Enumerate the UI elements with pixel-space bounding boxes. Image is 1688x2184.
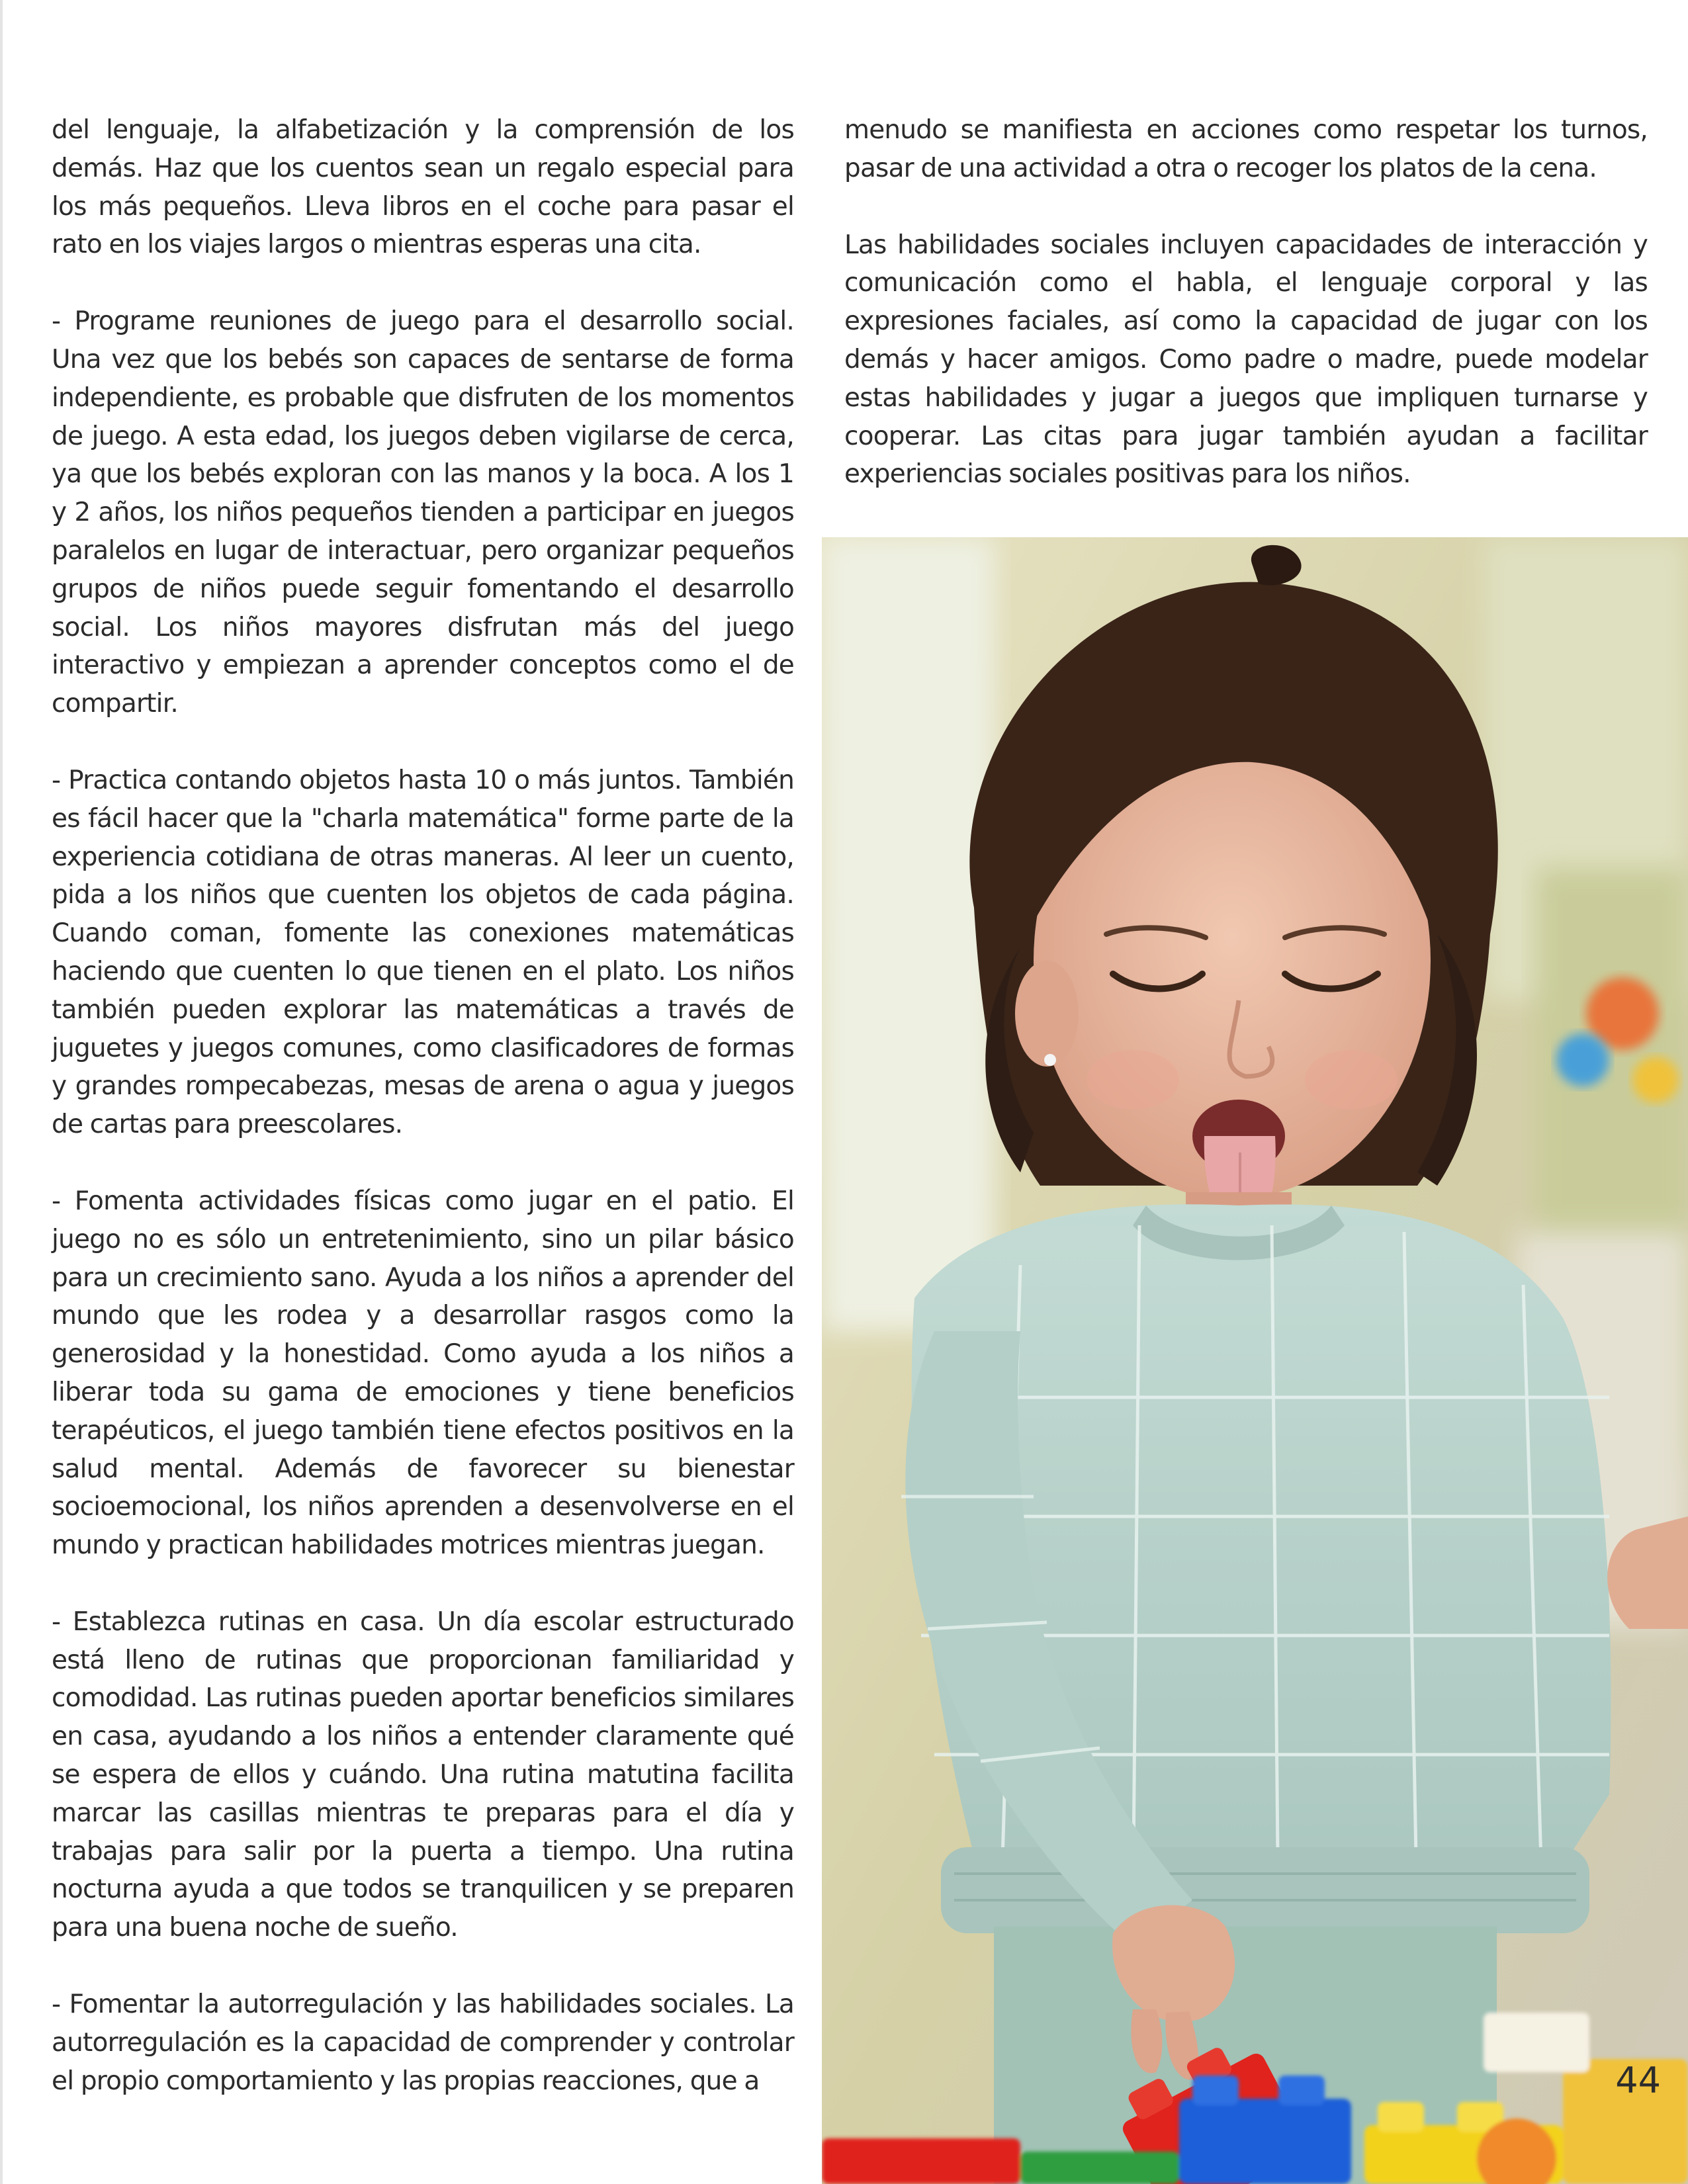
paragraph-self-regulation-continued: menudo se manifiesta en acciones como respetar los turnos, pasar de una actividad a otra o recoger los platos de la cena. (844, 115, 1648, 183)
paragraph-self-regulation: - Fomentar la autorregulación y las habilidades sociales. La autorregulación es la capacidad de comprender y controlar el propio comportamiento y las propias reacciones, que a (52, 1989, 794, 2096)
right-text-column (844, 111, 1648, 494)
paragraph-physical-activity: - Fomenta actividades físicas como jugar en el patio. El juego no es sólo un entretenimiento, sino un pilar básico para un crecimiento sano. Ayuda a los niños a aprender del mundo que les rodea y a desarrollar rasgos como la generosidad y la honestidad. Como ayuda a los niños a liberar toda su gama de emociones y tiene beneficios terapéuticos, el juego también tiene efectos positivos en la salud mental. Además de favorecer su bienestar socioemocional, los niños aprenden a desenvolverse en el mundo y practican habilidades motrices mientras juegan. (52, 1186, 794, 1561)
paragraph-playdates: - Programe reuniones de juego para el desarrollo social. Una vez que los bebés son capaces de sentarse de forma independiente, es probable que disfruten de los momentos de juego. A esta edad, los juegos deben vigilarse de cerca, ya que los bebés exploran con las manos y la boca. A los 1 y 2 años, los niños pequeños tienden a participar en juegos paralelos en lugar de interactuar, pero organizar pequeños grupos de niños puede seguir fomentando el desarrollo social. Los niños mayores disfrutan más del juego interactivo y empiezan a aprender conceptos como el de compartir. (52, 306, 794, 719)
page-edge (0, 0, 3, 2184)
paragraph-routines: - Establezca rutinas en casa. Un día escolar estructurado está lleno de rutinas que proporcionan familiaridad y comodidad. Las rutinas pueden aportar beneficios similares en casa, ayudando a los niños a entender claramente qué se espera de ellos y cuándo. Una rutina matutina facilita marcar las casillas mientras te preparas para el día y trabajas para salir por la puerta a tiempo. Una rutina nocturna ayuda a que todos se tranquilicen y se preparen para una buena noche de sueño. (52, 1606, 794, 1943)
paragraph-social-skills: Las habilidades sociales incluyen capacidades de interacción y comunicación como el habla, el lenguaje corporal y las expresiones faciales, así como la capacidad de jugar con los demás y hacer amigos. Como padre o madre, puede modelar estas habilidades y jugar a juegos que impliquen turnarse y cooperar. Las citas para jugar también ayudan a facilitar experiencias sociales positivas para los niños. (844, 230, 1648, 490)
left-text-column (52, 111, 794, 2100)
toddler-photo (822, 537, 1688, 2184)
paragraph-reading-intro: del lenguaje, la alfabetización y la comprensión de los demás. Haz que los cuentos sean un regalo especial para los más pequeños. Lleva libros en el coche para pasar el rato en los viajes largos o mientras esperas una cita. (52, 115, 794, 260)
toddler-photo-illustration (822, 537, 1688, 2184)
page-number: 44 (1615, 2060, 1661, 2101)
paragraph-counting: - Practica contando objetos hasta 10 o más juntos. También es fácil hacer que la "charla matemática" forme parte de la experiencia cotidiana de otras maneras. Al leer un cuento, pida a los niños que cuenten los objetos de cada página. Cuando coman, fomente las conexiones matemáticas haciendo que cuenten lo que tienen en el plato. Los niños también pueden explorar las matemáticas a través de juguetes y juegos comunes, como clasificadores de formas y grandes rompecabezas, mesas de arena o agua y juegos de cartas para preescolares. (52, 765, 794, 1140)
